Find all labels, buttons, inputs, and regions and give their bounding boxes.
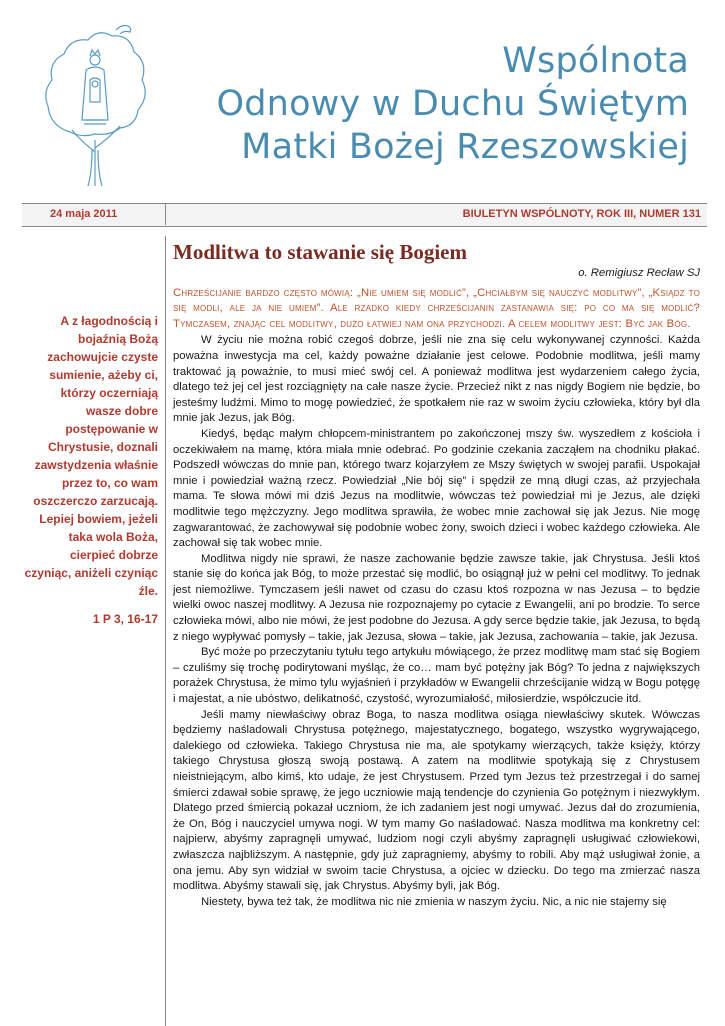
article-author: o. Remigiusz Recław SJ <box>578 267 700 279</box>
article-paragraph: Modlitwa nigdy nie sprawi, że nasze zachowanie będzie zawsze takie, jak Chrystusa. Jeśli ktoś stanie się do końca jak Bóg, to może przestać się modlić, bo osiągnął już w pełni cel modlitwy. To jednak jest niemożliwe. Tymczasem jeśli nawet od czasu do czasu ktoś rozpozna w nas Jezusa – to będzie wielki owoc naszej modlitwy. A Jezusa nie rozpoznajemy po cytacie z Ewangelii, ani po brodzie. To serce człowieka mówi, albo nie mówi, że jest podobne do Jezusa. A gdy serce będzie takie, jak Jezusa, to będą z niego wypływać pomysły – takie, jak Jezusa, słowa – takie, jak Jezusa, zachowania – takie, jak Jezusa. <box>173 552 700 643</box>
title-line-3: Matki Bożej Rzeszowskiej <box>241 127 689 167</box>
infobar-divider <box>165 203 166 225</box>
article-title: Modlitwa to stawanie się Bogiem <box>173 240 467 264</box>
article-paragraph: Jeśli mamy niewłaściwy obraz Boga, to nasza modlitwa osiąga niewłaściwy skutek. Wówczas będziemy naśladowali Chrystusa potężnego, majestatycznego, bogatego, wszystko wygrywającego, dalekiego od człowieka. Takiego Chrystusa nie ma, ale spotykamy wierzących, także księży, którzy takiego Chrystusa głoszą swoją postawą. A zatem na modlitwie spotykają się z Chrystusem nieistniejącym, albo kimś, kto udaje, że jest Chrystusem. Przed tym Jezus też przestrzegał i do samej śmierci zdawał sobie sprawę, że jego uczniowie mają tendencje do czynienia Go potężnym i niezwykłym. Dlatego przed śmiercią pokazał uczniom, że ich zadaniem jest nogi umywać. Jezus dał do zrozumienia, że On, Bóg i nauczyciel umywa nogi. W tym mamy Go naśladować. Nasza modlitwa ma konkretny cel: najpierw, abyśmy zapragnęli umywać, ludziom nogi czyli abyśmy zapragnęli usługiwać człowiekowi, zwłaszcza najbliższym. A następnie, gdy już zapragniemy, abyśmy to robili. Aby mąż usługiwał żonie, a ona jemu. Aby syn widział w swoim tacie Chrystusa, a ojciec w dziecku. Do tego ma zmierzać nasza modlitwa. Abyśmy stawali się, jak Chrystus. Abyśmy byli, jak Bóg. <box>173 708 700 893</box>
newsletter-title <box>217 40 689 169</box>
issue-number: BIULETYN WSPÓLNOTY, ROK III, NUMER 131 <box>462 208 701 220</box>
article <box>173 236 700 910</box>
title-line-1: Wspólnota <box>502 41 689 81</box>
article-lead: Chrześcijanie bardzo często mówią: „Nie umiem się modlić”, „Chciałbym się nauczyć modlitwy”, „Ksiądz to się modli, ale ja nie umiem”. Ale rzadko kiedy chrześcijanin zastanawia się: po co ma się modlić? Tymczasem, znając cel modlitwy, dużo łatwiej nam ona przychodzi. A celem modlitwy jest: Być jak Bóg. <box>173 286 700 330</box>
article-paragraph: Być może po przeczytaniu tytułu tego artykułu mówiącego, że przez modlitwę mam stać się Bogiem – czuliśmy się trochę podirytowani myśląc, że co… mam być potężny jak Bóg? To jedna z największych porażek Chrystusa, że mimo tylu wyjaśnień i przykładów w Ewangelii chrześcijanie widzą w Bogu potęgę i majestat, a nie ubóstwo, delikatność, czystość, wyrozumiałość, miłosierdzie, współczucie itd. <box>173 646 700 706</box>
community-logo-tree <box>40 22 150 187</box>
quote-text: A z łagodnością i bojaźnią Bożą zachowujcie czyste sumienie, ażeby ci, którzy oczerniają wasze dobre postępowanie w Chrystusie, doznali zawstydzenia właśnie przez to, co wam oszczerczo zarzucają. Lepiej bowiem, jeżeli taka wola Boża, cierpieć dobrze czyniąc, aniżeli czyniąc źle. <box>24 314 158 598</box>
title-line-2: Odnowy w Duchu Świętym <box>216 84 689 124</box>
sidebar-scripture-quote <box>24 312 158 628</box>
issue-info-bar <box>22 203 707 227</box>
article-paragraph: Niestety, bywa też tak, że modlitwa nic nie zmienia w naszym życiu. Nic, a nic nie stajemy się <box>201 895 667 908</box>
article-paragraph: W życiu nie można robić czegoś dobrze, jeśli nie zna się celu wykonywanej czynności. Każda poważna inwestycja ma cel, każdy poważne działanie jest celowe. Podobnie modlitwa, jeśli mamy traktować ją poważnie, to musi mieć swój cel. A ponieważ modlitwa jest wydarzeniem całego życia, dlatego też jej cel jest rozciągnięty na całe nasze życie. Przecież nikt z nas nigdy Bogiem nie będzie, bo jesteśmy ludźmi. Mimo to mogę powiedzieć, że spotkałem nie raz w swoim życiu człowieka, który był dla mnie jak Jezus, jak Bóg. <box>173 334 700 425</box>
column-divider <box>165 236 166 1026</box>
article-paragraph: Kiedyś, będąc małym chłopcem-ministrantem po zakończonej mszy św. wyszedłem z kościoła i oczekiwałem na mamę, która miała mnie odebrać. Po godzinie czekania zacząłem na chodniku płakać. Podszedł wówczas do mnie pan, którego twarz kojarzyłem ze Mszy świętych w swojej parafii. Uspokajał mnie i powiedział ważną rzecz. Powiedział „Nie bój się” i spędził ze mną długi czas, aż przyjechała mama. Te słowa mówi mi dziś Jezus na modlitwie, wówczas też powiedział mi je Jezus, ale dzięki modlitwie tego mężczyzny. Jego modlitwa sprawiła, że wobec mnie zachował się jak Jezus. Nie mogę zagwarantować, że zachowywał się podobnie wobec żony, swoich dzieci i wobec każdego człowieka. Ale zachował się tak wobec mnie. <box>173 427 700 550</box>
quote-reference: 1 P 3, 16-17 <box>92 612 158 626</box>
issue-date: 24 maja 2011 <box>50 208 118 220</box>
